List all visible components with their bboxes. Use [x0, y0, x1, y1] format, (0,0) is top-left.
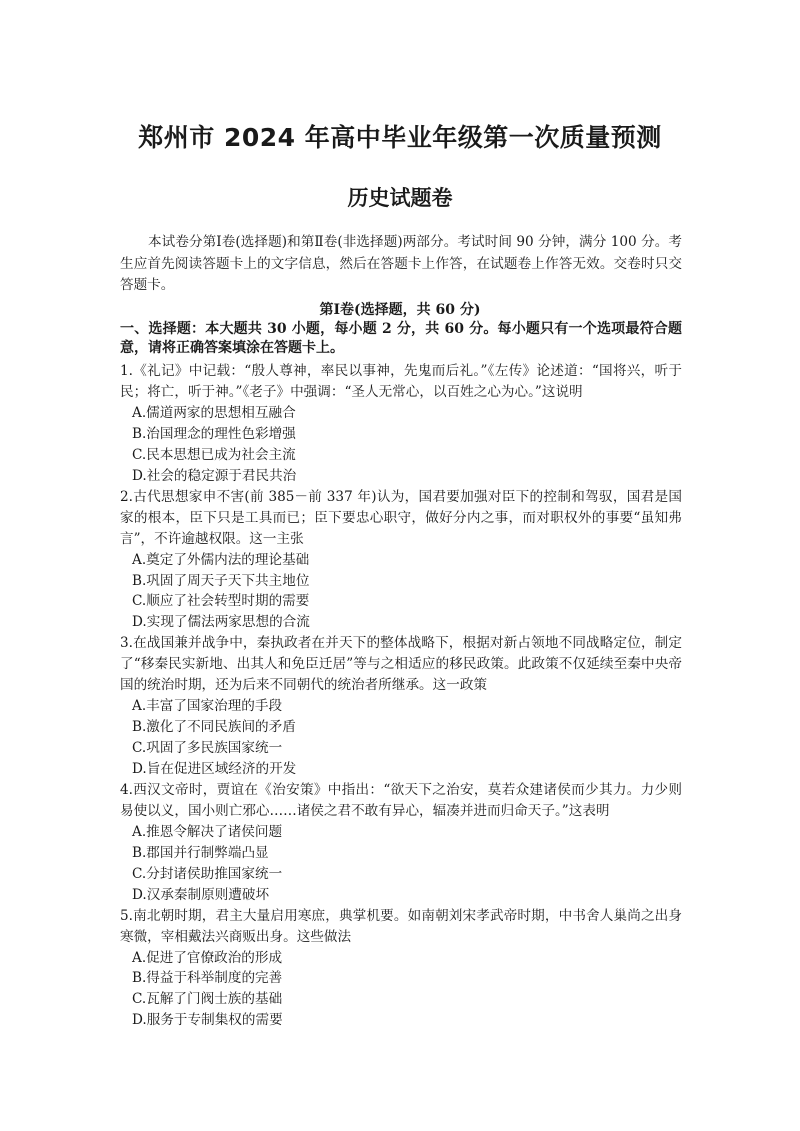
option-b: B.激化了不同民族间的矛盾 — [132, 719, 296, 736]
option-d: D.实现了儒法两家思想的合流 — [132, 614, 310, 631]
option-c: C.顺应了社会转型时期的需要 — [132, 593, 310, 610]
option-a: A.推恩令解决了诸侯问题 — [132, 823, 283, 840]
question-stem — [120, 361, 682, 403]
question-stem — [120, 633, 682, 696]
question-stem — [120, 487, 682, 550]
option-a: A.儒道两家的思想相互融合 — [132, 405, 296, 421]
section-instructions: 一、选择题：本大题共 30 小题，每小题 2 分，共 60 分。每小题只有一个选项最符合题意，请将正确答案填涂在答题卡上。 — [120, 321, 682, 356]
option-a: A.奠定了外儒内法的理论基础 — [132, 551, 310, 568]
question-3 — [120, 633, 682, 780]
option-d: D.汉承秦制原则遭破坏 — [132, 886, 270, 903]
question-text: 《礼记》中记载：“殷人尊神，率民以事神，先鬼而后礼。”《左传》论述道：“国将兴，听于民；将亡，听于神。”《老子》中强调：“圣人无常心，以百姓之心为心。”这说明 — [120, 363, 682, 400]
section-title: 第Ⅰ卷(选择题，共 60 分) — [319, 302, 481, 318]
question-text: 南北朝时期，君主大量启用寒庶，典掌机要。如南朝刘宋孝武帝时期，中书舍人巢尚之出身寒微，宰相戴法兴商贩出身。这些做法 — [120, 907, 682, 945]
question-list — [120, 361, 682, 1031]
question-text: 西汉文帝时，贾谊在《治安策》中指出：“欲天下之治安，莫若众建诸侯而少其力。力少则易使以义，国小则亡邪心……诸侯之君不敢有异心，辐凑并进而归命天子。”这表明 — [120, 781, 682, 819]
question-text: 古代思想家申不害(前 385－前 337 年)认为，国君要加强对臣下的控制和驾驭，国君是国家的根本，臣下只是工具而已；臣下要忠心职守，做好分内之事，而对职权外的事要“虽知弗言”，不许逾越权限。这一主张 — [120, 488, 682, 547]
question-5 — [120, 906, 682, 1032]
option-a: A.促进了官僚政治的形成 — [132, 949, 283, 966]
option-b: B.治国理念的理性色彩增强 — [132, 425, 296, 442]
option-a: A.丰富了国家治理的手段 — [132, 698, 283, 715]
question-number: 2. — [120, 488, 133, 505]
exam-title: 郑州市 2024 年高中毕业年级第一次质量预测 — [138, 123, 662, 152]
question-stem — [120, 906, 682, 948]
exam-subtitle: 历史试题卷 — [347, 186, 453, 210]
option-c: C.瓦解了门阀士族的基础 — [132, 991, 283, 1008]
option-d: D.旨在促进区域经济的开发 — [132, 760, 297, 777]
question-stem — [120, 780, 682, 822]
question-number: 5. — [120, 907, 133, 924]
question-2 — [120, 487, 682, 634]
option-b: B.巩固了周天子天下共主地位 — [132, 572, 310, 589]
option-c: C.民本思想已成为社会主流 — [132, 446, 296, 463]
option-d: D.社会的稳定源于君民共治 — [132, 467, 297, 484]
option-c: C.巩固了多民族国家统一 — [132, 740, 283, 757]
option-b: B.郡国并行制弊端凸显 — [132, 844, 269, 861]
question-4 — [120, 780, 682, 906]
question-number: 4. — [120, 781, 133, 798]
question-number: 3. — [120, 635, 133, 652]
question-1 — [120, 361, 682, 487]
question-text: 在战国兼并战争中，秦执政者在并天下的整体战略下，根据对新占领地不同战略定位，制定了“移秦民实新地、出其人和免臣迁居”等与之相适应的移民政策。此政策不仅延续至秦中央帝国的统治时期，还为后来不同朝代的统治者所继承。这一政策 — [120, 635, 682, 694]
question-number: 1. — [120, 363, 133, 379]
option-b: B.得益于科举制度的完善 — [132, 970, 283, 987]
option-c: C.分封诸侯助推国家统一 — [132, 865, 283, 882]
option-d: D.服务于专制集权的需要 — [132, 1012, 283, 1029]
exam-intro: 本试卷分第Ⅰ卷(选择题)和第Ⅱ卷(非选择题)两部分。考试时间 90 分钟，满分 100 分。考生应首先阅读答题卡上的文字信息，然后在答题卡上作答，在试题卷上作答无效。交卷时只交答题卡。 — [120, 234, 682, 293]
